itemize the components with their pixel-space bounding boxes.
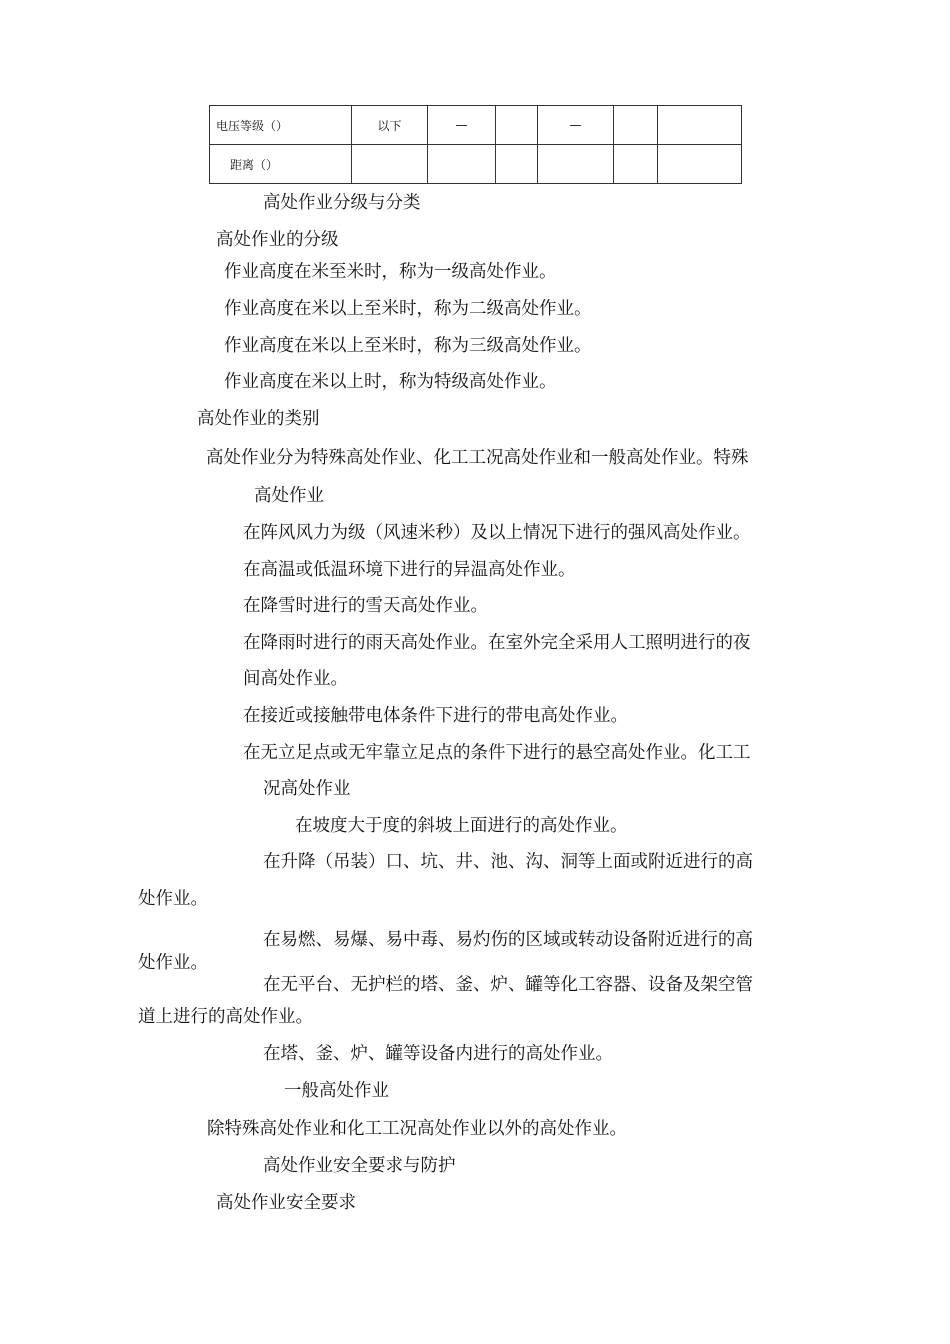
voltage-distance-table: [209, 105, 742, 184]
body-line: 在塔、釜、炉、罐等设备内进行的高处作业。: [263, 1044, 613, 1064]
subsection-heading: 高处作业安全要求: [216, 1193, 356, 1213]
section-heading: 高处作业安全要求与防护: [263, 1156, 456, 1176]
table-cell: [658, 106, 742, 145]
table-cell: —: [538, 106, 614, 145]
body-line: 在接近或接触带电体条件下进行的带电高处作业。: [243, 706, 628, 726]
table-cell: [614, 106, 658, 145]
body-line: 在无平台、无护栏的塔、釜、炉、罐等化工容器、设备及架空管: [263, 975, 753, 995]
table-cell: [496, 106, 538, 145]
body-line: 处作业。: [138, 953, 208, 973]
body-line: 处作业。: [138, 889, 208, 909]
body-line: 况高处作业: [263, 779, 351, 799]
subsection-heading: 一般高处作业: [284, 1081, 389, 1101]
body-line: 在升降（吊装）口、坑、井、池、沟、洞等上面或附近进行的高: [263, 852, 753, 872]
table-cell: [538, 145, 614, 184]
table-cell: 以下: [352, 106, 428, 145]
body-line: 道上进行的高处作业。: [138, 1007, 313, 1027]
body-line: 作业高度在米以上至米时，称为三级高处作业。: [224, 336, 592, 356]
section-heading: 高处作业分级与分类: [263, 193, 421, 213]
body-line: 在降雨时进行的雨天高处作业。在室外完全采用人工照明进行的夜: [243, 633, 751, 653]
body-line: 高处作业: [254, 486, 324, 506]
body-line: 在易燃、易爆、易中毒、易灼伤的区域或转动设备附近进行的高: [263, 930, 753, 950]
body-line: 作业高度在米至米时，称为一级高处作业。: [224, 262, 557, 282]
body-line: 除特殊高处作业和化工工况高处作业以外的高处作业。: [207, 1119, 627, 1139]
table-cell: [496, 145, 538, 184]
body-line: 作业高度在米以上至米时，称为二级高处作业。: [224, 299, 592, 319]
table-cell: 距离（）: [210, 145, 352, 184]
body-line: 高处作业分为特殊高处作业、化工工况高处作业和一般高处作业。特殊: [206, 448, 749, 468]
body-line: 在坡度大于度的斜坡上面进行的高处作业。: [295, 816, 628, 836]
subsection-heading: 高处作业的分级: [216, 230, 339, 250]
body-line: 在降雪时进行的雪天高处作业。: [243, 596, 488, 616]
subsection-heading: 高处作业的类别: [197, 409, 320, 429]
table-cell: —: [428, 106, 496, 145]
body-line: 在无立足点或无牢靠立足点的条件下进行的悬空高处作业。化工工: [243, 743, 751, 763]
table-cell: [614, 145, 658, 184]
body-line: 作业高度在米以上时，称为特级高处作业。: [224, 372, 557, 392]
body-line: 间高处作业。: [243, 669, 348, 689]
table-row: [210, 145, 742, 184]
table-cell: 电压等级（）: [210, 106, 352, 145]
table-cell: [428, 145, 496, 184]
body-line: 在高温或低温环境下进行的异温高处作业。: [243, 560, 576, 580]
table-cell: [352, 145, 428, 184]
table-row: [210, 106, 742, 145]
table-cell: [658, 145, 742, 184]
body-line: 在阵风风力为级（风速米秒）及以上情况下进行的强风高处作业。: [243, 523, 751, 543]
